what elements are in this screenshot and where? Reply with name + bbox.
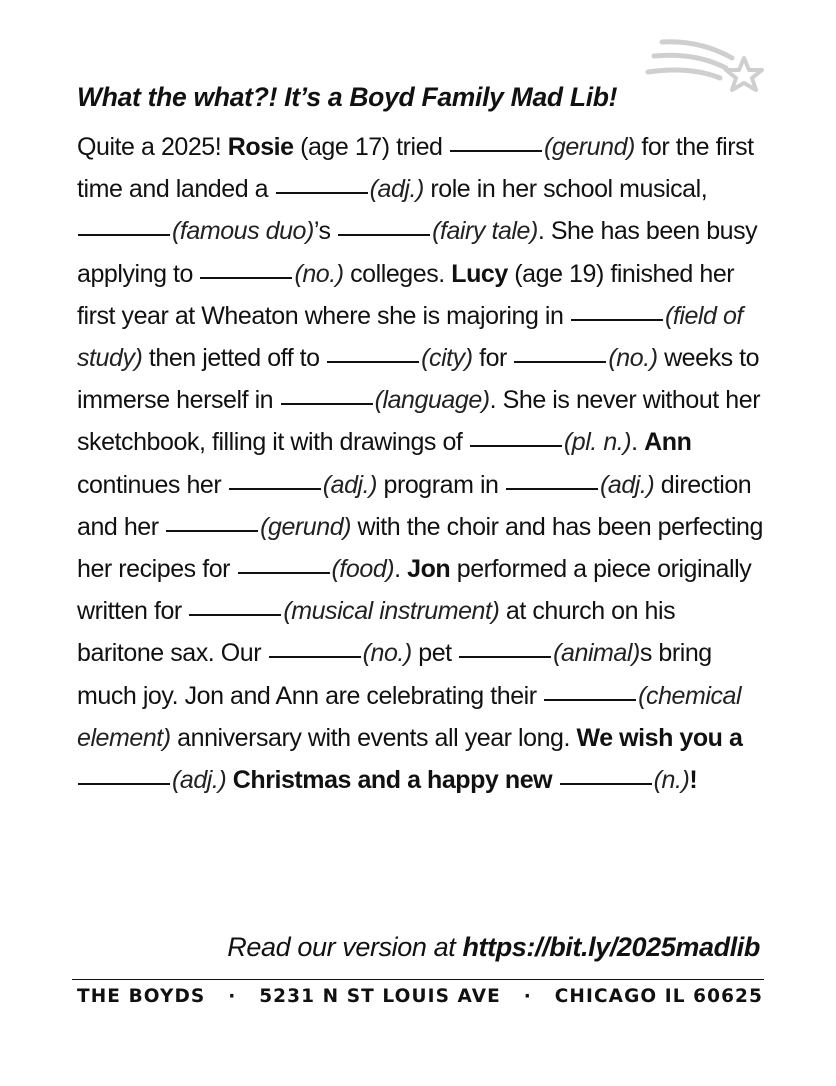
- read-more-line: [227, 932, 760, 963]
- fill-in-blank: [506, 487, 598, 490]
- footer-name: THE BOYDS: [77, 986, 206, 1007]
- footer-street: 5231 N ST LOUIS AVE: [259, 986, 501, 1007]
- fill-in-blank: [514, 360, 606, 363]
- body-text: .: [631, 428, 645, 457]
- fill-in-blank: [470, 444, 562, 447]
- body-text: at church on his baritone sax. Our: [77, 597, 676, 668]
- word-type-hint: (no.): [608, 344, 658, 373]
- page-title: What the what?! It’s a Boyd Family Mad Lib!: [77, 82, 618, 112]
- body-text: direction and her: [77, 470, 752, 541]
- word-type-hint: (animal): [553, 639, 640, 668]
- word-type-hint: (adj.): [322, 470, 378, 499]
- footer-separator: ·: [228, 986, 237, 1007]
- address-footer: [77, 986, 763, 1007]
- body-text: for the first time and landed a: [77, 133, 754, 204]
- bold-text: !: [689, 766, 698, 795]
- bold-text: Rosie: [227, 133, 294, 161]
- word-type-hint: (chemical element): [77, 681, 742, 752]
- body-text: weeks to immerse herself in: [77, 344, 760, 415]
- body-text: pet: [411, 639, 459, 668]
- body-text: for: [472, 344, 514, 373]
- fill-in-blank: [200, 276, 292, 279]
- fill-in-blank: [78, 233, 170, 236]
- word-type-hint: (musical instrument): [283, 597, 500, 626]
- bold-text: Christmas and a happy new: [232, 766, 559, 795]
- body-text: Quite a 2025!: [77, 133, 228, 161]
- fill-in-blank: [276, 191, 368, 194]
- footer-divider: [72, 979, 764, 980]
- body-text: .: [394, 555, 408, 584]
- body-text: continues her: [77, 470, 228, 499]
- footer-separator: ·: [523, 986, 532, 1007]
- mad-lib-paragraph: [77, 126, 767, 801]
- body-text: then jetted off to: [142, 344, 327, 373]
- word-type-hint: (city): [421, 344, 473, 373]
- word-type-hint: (no.): [294, 259, 344, 288]
- bold-text: Ann: [644, 428, 692, 457]
- footer-city: CHICAGO IL 60625: [554, 986, 763, 1007]
- word-type-hint: (gerund): [544, 133, 635, 161]
- word-type-hint: (adj.): [600, 470, 655, 499]
- shooting-star-icon: [640, 32, 766, 102]
- fill-in-blank: [166, 529, 258, 532]
- fill-in-blank: [238, 571, 330, 574]
- body-text: colleges.: [343, 259, 452, 288]
- body-text: ’s: [313, 217, 338, 246]
- body-text: s bring much joy. Jon and Ann are celebrating their: [77, 639, 712, 710]
- body-text: program in: [377, 470, 506, 499]
- fill-in-blank: [560, 782, 652, 785]
- fill-in-blank: [189, 613, 281, 616]
- word-type-hint: (food): [331, 555, 395, 584]
- fill-in-blank: [571, 318, 663, 321]
- word-type-hint: (field of study): [77, 301, 743, 373]
- fill-in-blank: [338, 233, 430, 236]
- fill-in-blank: [78, 782, 170, 785]
- fill-in-blank: [269, 655, 361, 658]
- body-text: performed a piece originally written for: [77, 555, 752, 626]
- fill-in-blank: [450, 149, 542, 152]
- fill-in-blank: [281, 402, 373, 405]
- word-type-hint: (n.): [653, 766, 690, 795]
- body-text: . She is never without her sketchbook, filling it with drawings of: [77, 386, 761, 457]
- body-text: anniversary with events all year long.: [170, 723, 577, 752]
- word-type-hint: (fairy tale): [432, 217, 538, 246]
- fill-in-blank: [229, 487, 321, 490]
- word-type-hint: (language): [374, 386, 490, 415]
- fill-in-blank: [544, 698, 636, 701]
- word-type-hint: (no.): [362, 639, 412, 668]
- body-text: . She has been busy applying to: [77, 217, 758, 288]
- fill-in-blank: [459, 655, 551, 658]
- word-type-hint: (gerund): [260, 512, 352, 541]
- word-type-hint: (adj.): [172, 766, 227, 795]
- bold-text: Lucy: [451, 259, 508, 288]
- bold-text: We wish you a: [576, 723, 743, 752]
- fill-in-blank: [327, 360, 419, 363]
- body-text: role in her school musical,: [423, 175, 708, 204]
- bold-text: Jon: [407, 555, 451, 584]
- body-text: (age 19) finished her first year at Wheaton where she is majoring in: [77, 259, 735, 330]
- read-more-prefix: Read our version at: [227, 932, 463, 962]
- word-type-hint: (adj.): [369, 175, 424, 204]
- word-type-hint: (pl. n.): [563, 428, 632, 457]
- body-text: with the choir and has been perfecting her recipes for: [77, 512, 763, 584]
- word-type-hint: (famous duo): [172, 217, 314, 246]
- body-text: (age 17) tried: [293, 133, 449, 161]
- read-more-link[interactable]: https://bit.ly/2025madlib: [462, 932, 760, 962]
